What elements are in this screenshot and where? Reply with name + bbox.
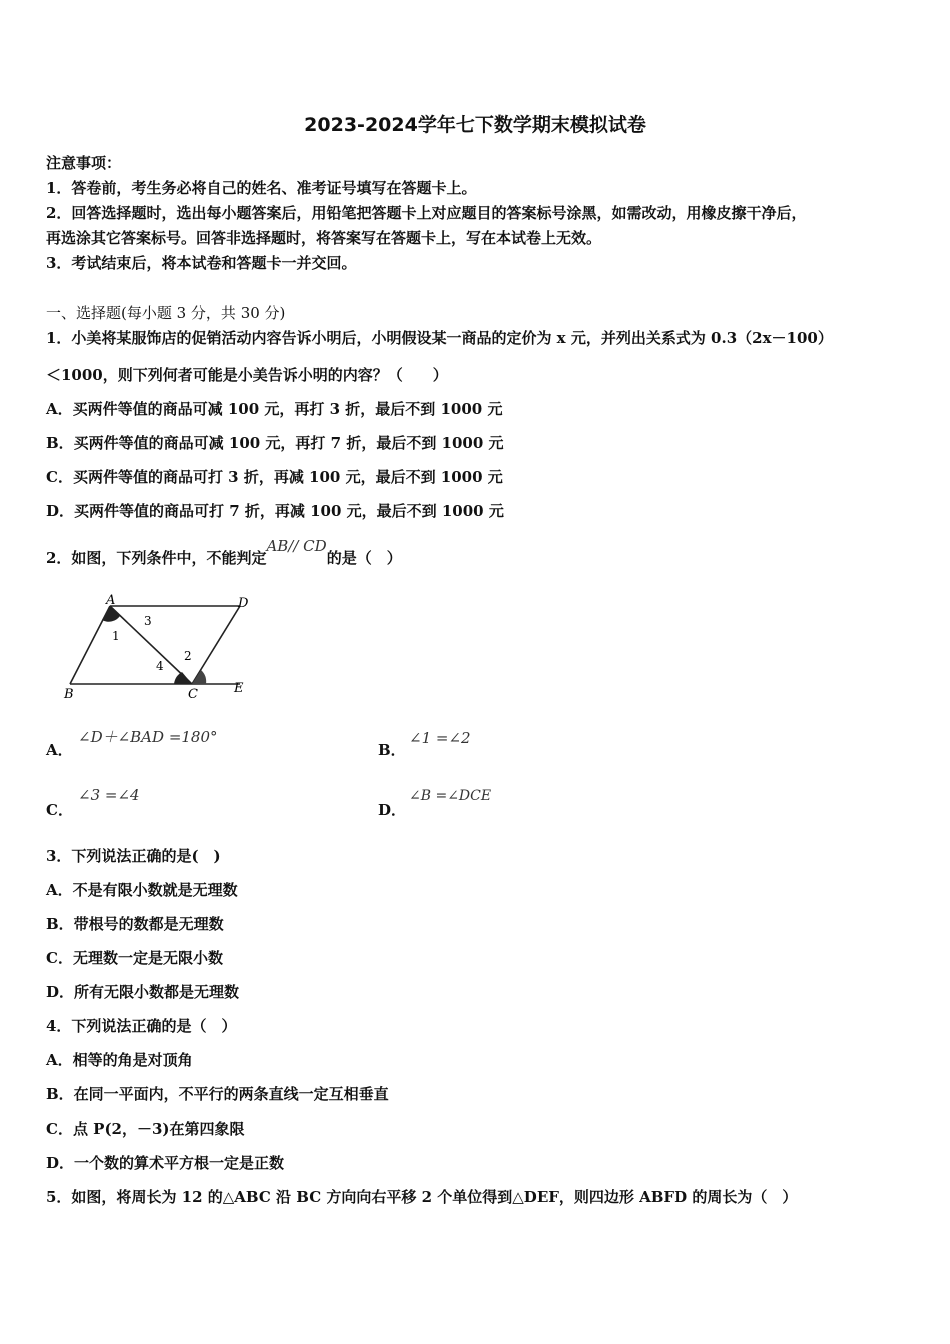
q2-option-d-formula: ∠B =∠DCE xyxy=(409,788,492,804)
q3-option-d: D．所有无限小数都是无理数 xyxy=(46,983,240,1001)
notice-item-1: 1．答卷前，考生务必将自己的姓名、准考证号填写在答题卡上。 xyxy=(46,179,477,197)
q4-option-a: A．相等的角是对顶角 xyxy=(46,1051,193,1069)
q2-option-b-label: B． xyxy=(378,741,406,759)
q3-option-b: B．带根号的数都是无理数 xyxy=(46,915,224,933)
label-c: C xyxy=(188,687,198,702)
q3-stem: 3．下列说法正确的是( ) xyxy=(46,847,221,865)
q4-option-c: C．点 P(2，－3)在第四象限 xyxy=(46,1120,245,1138)
parallelogram-figure xyxy=(60,592,260,702)
label-d: D xyxy=(238,596,249,611)
angle-arc-a xyxy=(102,606,120,622)
q5-stem: 5．如图，将周长为 12 的△ABC 沿 BC 方向向右平移 2 个单位得到△DEF，则四边形 ABFD 的周长为（ ） xyxy=(46,1188,798,1206)
q1-stem-line2: ＜1000，则下列何者可能是小美告诉小明的内容？（ ） xyxy=(46,366,448,384)
q2-option-a-formula: ∠D＋∠BAD =180° xyxy=(78,728,218,746)
q2-stem-formula: AB// CD xyxy=(266,537,327,555)
label-angle-4: 4 xyxy=(156,659,164,673)
section-heading: 一、选择题(每小题 3 分，共 30 分) xyxy=(46,304,286,322)
q1-option-b: B．买两件等值的商品可减 100 元，再打 7 折，最后不到 1000 元 xyxy=(46,434,504,452)
q2-stem xyxy=(46,537,402,568)
label-angle-3: 3 xyxy=(144,614,152,628)
q2-stem-prefix: 2．如图，下列条件中，不能判定 xyxy=(46,549,267,567)
q3-option-c: C．无理数一定是无限小数 xyxy=(46,949,223,967)
notice-item-3: 3．考试结束后，将本试卷和答题卡一并交回。 xyxy=(46,254,357,272)
q1-option-d: D．买两件等值的商品可打 7 折，再减 100 元，最后不到 1000 元 xyxy=(46,502,504,520)
notice-heading: 注意事项： xyxy=(46,154,122,172)
q2-option-d-label: D． xyxy=(378,801,407,819)
notice-item-2-cont: 再选涂其它答案标号。回答非选择题时，将答案写在答题卡上，写在本试卷上无效。 xyxy=(46,229,602,247)
label-a: A xyxy=(106,593,116,608)
q1-stem-line1: 1．小美将某服饰店的促销活动内容告诉小明后，小明假设某一商品的定价为 x 元，并列出关系式为 0.3（2x－100） xyxy=(46,329,833,347)
q2-option-b-formula: ∠1 =∠2 xyxy=(409,729,471,747)
q1-option-a: A．买两件等值的商品可减 100 元，再打 3 折，最后不到 1000 元 xyxy=(46,400,503,418)
q1-option-c: C．买两件等值的商品可打 3 折，再减 100 元，最后不到 1000 元 xyxy=(46,468,503,486)
page-title: 2023-2024学年七下数学期末模拟试卷 xyxy=(304,114,646,136)
q4-option-b: B．在同一平面内，不平行的两条直线一定互相垂直 xyxy=(46,1085,389,1103)
angle-arc-c xyxy=(174,672,192,684)
label-b: B xyxy=(64,687,74,702)
q4-stem: 4．下列说法正确的是（ ） xyxy=(46,1017,237,1035)
label-e: E xyxy=(234,681,244,696)
label-angle-2: 2 xyxy=(184,649,192,663)
q3-option-a: A．不是有限小数就是无理数 xyxy=(46,881,238,899)
segment-cd xyxy=(192,606,240,684)
q4-option-d: D．一个数的算术平方根一定是正数 xyxy=(46,1154,285,1172)
q2-option-c-label: C． xyxy=(46,801,73,819)
q2-option-a-label: A． xyxy=(46,741,73,759)
label-angle-1: 1 xyxy=(112,629,120,643)
q2-stem-suffix: 的是（ ） xyxy=(326,549,402,567)
q2-option-c-formula: ∠3 =∠4 xyxy=(78,786,140,804)
notice-item-2: 2．回答选择题时，选出每小题答案后，用铅笔把答题卡上对应题目的答案标号涂黑，如需改动，用橡皮擦干净后， xyxy=(46,204,807,222)
